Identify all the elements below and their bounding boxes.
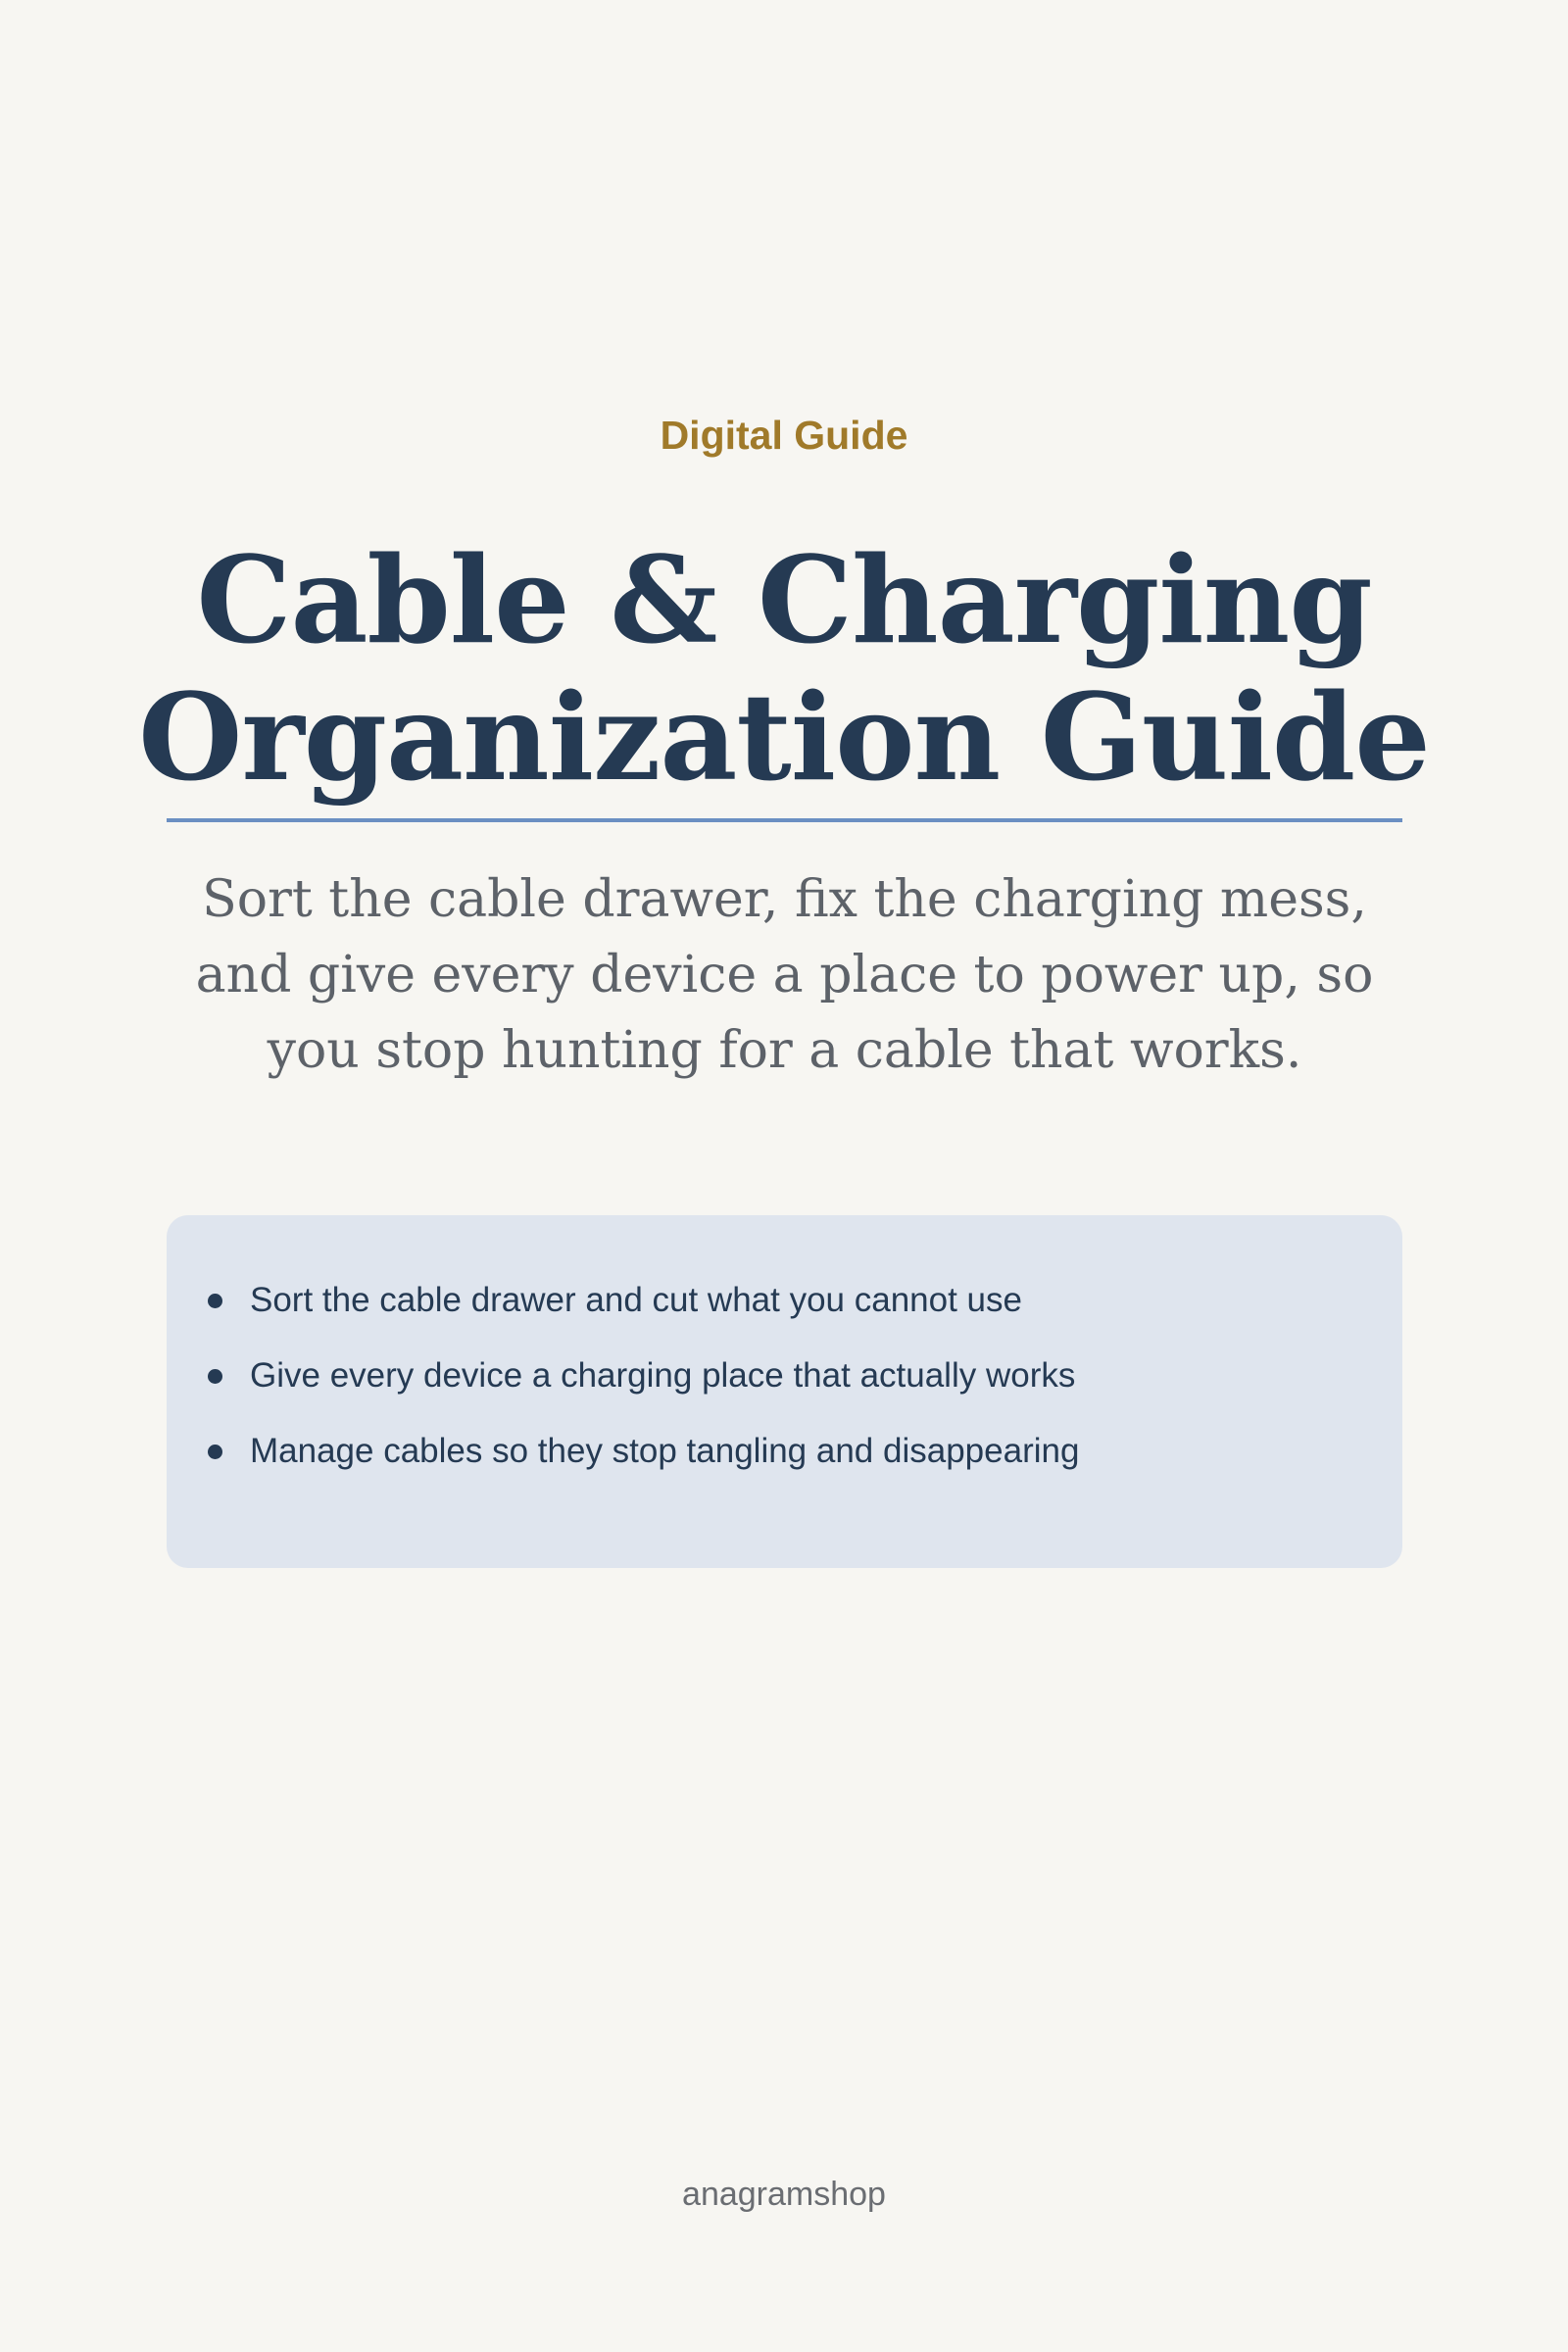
footer-brand: anagramshop: [682, 2176, 886, 2213]
list-item: [206, 1276, 1079, 1351]
list-item: [206, 1351, 1079, 1427]
subtitle: Sort the cable drawer, fix the charging mess, and give every device a place to power up, so you stop hunting for a cable that works.: [195, 870, 1374, 1080]
bullet-icon: [208, 1369, 222, 1384]
highlights-card: [167, 1215, 1402, 1568]
title-divider: [167, 818, 1402, 822]
bullet-icon: [208, 1294, 222, 1308]
eyebrow-label: Digital Guide: [660, 413, 908, 458]
bullet-icon: [208, 1445, 222, 1459]
list-item-text: Manage cables so they stop tangling and disappearing: [250, 1432, 1080, 1470]
list-item-text: Sort the cable drawer and cut what you cannot use: [250, 1281, 1022, 1319]
title-line-1: Cable & Charging: [196, 529, 1372, 670]
title-line-2: Organization Guide: [138, 666, 1430, 808]
page-title: [98, 531, 1470, 806]
list-item: [206, 1427, 1079, 1502]
highlights-list: [206, 1276, 1079, 1502]
list-item-text: Give every device a charging place that actually works: [250, 1356, 1076, 1395]
